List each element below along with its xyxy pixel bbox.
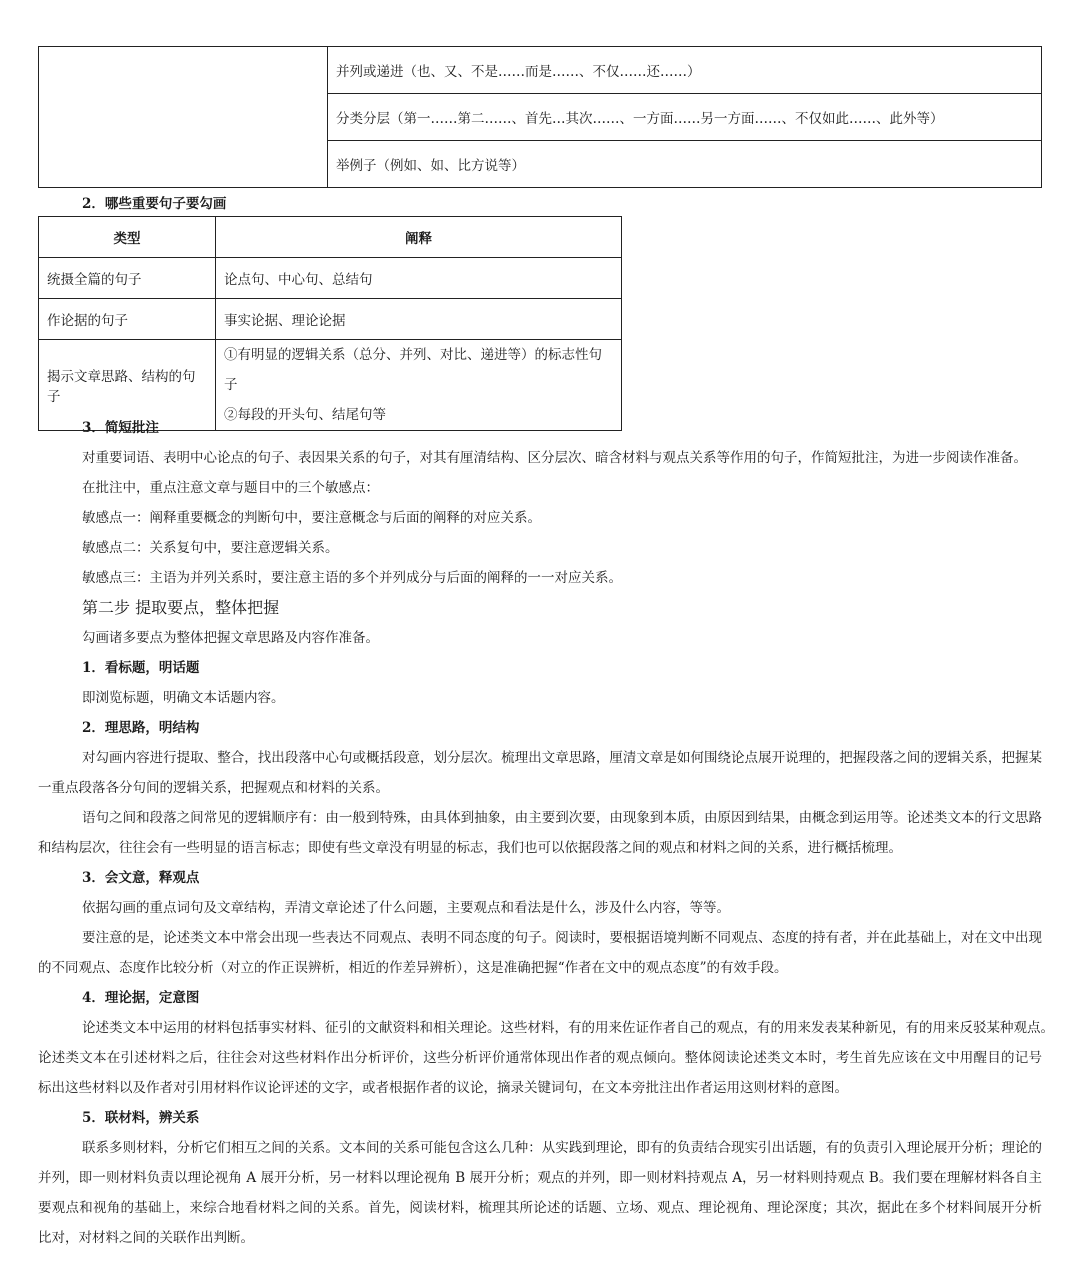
table-row: 分类分层（第一……第二……、首先…其次……、一方面……另一方面……、不仅如此……、此外等） — [328, 94, 1042, 141]
section-heading: 2．理思路，明结构 — [82, 720, 200, 736]
paragraph-line: 并列，即一则材料负责以理论视角 A 展开分析，另一材料以理论视角 B 展开分析；观点的并列，即一则材料持观点 A，另一材料则持观点 B。我们要在理解材料各自主 — [38, 1170, 1042, 1186]
paragraph-line: 联系多则材料，分析它们相互之间的关系。文本间的关系可能包含这么几种：从实践到理论，即有的负责结合现实引出话题，有的负责引入理论展开分析；理论的 — [82, 1140, 1042, 1156]
paragraph-line: 论述类文本在引述材料之后，往往会对这些材料作出分析评价，这些分析评价通常体现出作者的观点倾向。整体阅读论述类文本时，考生首先应该在文中用醒目的记号 — [38, 1050, 1042, 1066]
paragraph: 对重要词语、表明中心论点的句子、表因果关系的句子，对其有厘清结构、区分层次、暗含材料与观点关系等作用的句子，作简短批注，为进一步阅读作准备。 — [82, 450, 1027, 466]
paragraph-line: 和结构层次，往往会有一些明显的语言标志；即使有些文章没有明显的标志，我们也可以依据段落之间的观点和材料之间的关系，进行概括梳理。 — [38, 840, 902, 856]
section-heading: 3．会文意，释观点 — [82, 870, 200, 886]
section-heading: 4．理论据，定意图 — [82, 990, 200, 1006]
paragraph: 即浏览标题，明确文本话题内容。 — [82, 690, 285, 706]
paragraph-line: 要注意的是，论述类文本中常会出现一些表达不同观点、表明不同态度的句子。阅读时，要根据语境判断不同观点、态度的持有者，并在此基础上，对在文中出现 — [82, 930, 1042, 946]
explanation-line: ①有明显的逻辑关系（总分、并列、对比、递进等）的标志性句子 — [224, 347, 602, 393]
section-heading: 2．哪些重要句子要勾画 — [82, 196, 227, 212]
paragraph-line: 要观点和视角的基础上，来综合地看材料之间的关系。首先，阅读材料，梳理其所论述的话题、立场、观点、理论视角、理论深度；其次，据此在多个材料间展开分析 — [38, 1200, 1042, 1216]
explanation-cell: 事实论据、理论论据 — [216, 299, 622, 340]
table-row: 举例子（例如、如、比方说等） — [328, 141, 1042, 188]
paragraph: 依据勾画的重点词句及文章结构，弄清文章论述了什么问题，主要观点和看法是什么，涉及什么内容，等等。 — [82, 900, 730, 916]
paragraph: 在批注中，重点注意文章与题目中的三个敏感点： — [82, 480, 379, 496]
paragraph-line: 语句之间和段落之间常见的逻辑顺序有：由一般到特殊，由具体到抽象，由主要到次要，由现象到本质，由原因到结果，由概念到运用等。论述类文本的行文思路 — [82, 810, 1042, 826]
sentence-types-table — [38, 216, 622, 431]
explanation-line: ②每段的开头句、结尾句等 — [224, 407, 386, 423]
paragraph: 勾画诸多要点为整体把握文章思路及内容作准备。 — [82, 630, 379, 646]
table-row: 并列或递进（也、又、不是……而是……、不仅……还……） — [328, 47, 1042, 94]
section-heading: 3．简短批注 — [82, 420, 159, 436]
paragraph: 敏感点三：主语为并列关系时，要注意主语的多个并列成分与后面的阐释的一一对应关系。 — [82, 570, 622, 586]
type-cell: 统摄全篇的句子 — [39, 258, 216, 299]
section-heading: 1．看标题，明话题 — [82, 660, 200, 676]
step-title: 第二步 提取要点，整体把握 — [82, 598, 280, 617]
empty-cell — [39, 47, 328, 188]
section-heading: 5．联材料，辨关系 — [82, 1110, 200, 1126]
connectives-table — [38, 46, 1042, 188]
column-header-type: 类型 — [39, 217, 216, 258]
paragraph-line: 的不同观点、态度作比较分析（对立的作正误辨析，相近的作差异辨析），这是准确把握“作者在文中的观点态度”的有效手段。 — [38, 960, 788, 976]
paragraph-line: 一重点段落各分句间的逻辑关系，把握观点和材料的关系。 — [38, 780, 389, 796]
paragraph-line: 对勾画内容进行提取、整合，找出段落中心句或概括段意，划分层次。梳理出文章思路，厘清文章是如何围绕论点展开说理的，把握段落之间的逻辑关系，把握某 — [82, 750, 1042, 766]
paragraph: 敏感点一：阐释重要概念的判断句中，要注意概念与后面的阐释的对应关系。 — [82, 510, 541, 526]
paragraph-line: 标出这些材料以及作者对引用材料作议论评述的文字，或者根据作者的议论，摘录关键词句，在文本旁批注出作者运用这则材料的意图。 — [38, 1080, 848, 1096]
paragraph-line: 论述类文本中运用的材料包括事实材料、征引的文献资料和相关理论。这些材料，有的用来佐证作者自己的观点，有的用来发表某种新见，有的用来反驳某种观点。 — [82, 1020, 1054, 1036]
type-cell: 作论据的句子 — [39, 299, 216, 340]
column-header-explanation: 阐释 — [216, 217, 622, 258]
paragraph: 敏感点二：关系复句中，要注意逻辑关系。 — [82, 540, 339, 556]
type-cell: 揭示文章思路、结构的句子 — [39, 340, 216, 431]
paragraph-line: 比对，对材料之间的关联作出判断。 — [38, 1230, 254, 1246]
explanation-cell: 论点句、中心句、总结句 — [216, 258, 622, 299]
